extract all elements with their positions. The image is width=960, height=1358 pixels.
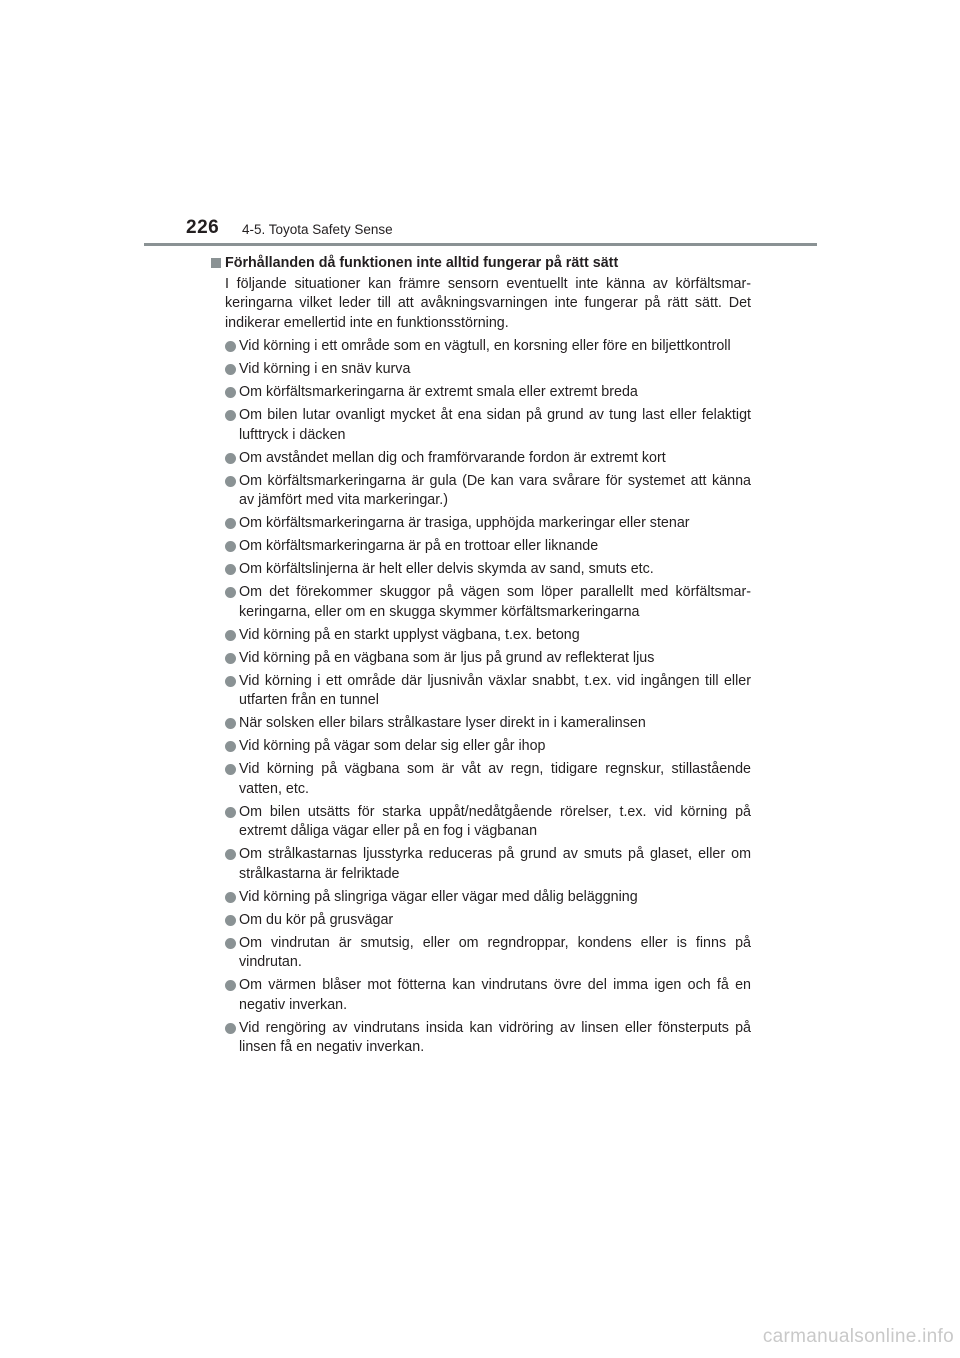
subsection-heading-text: Förhållanden då funktionen inte alltid fungerar på rätt sätt [225,255,619,271]
circle-bullet-icon [225,476,236,487]
circle-bullet-icon [225,1023,236,1034]
list-item-text: Vid körning på en starkt upplyst vägbana, t.ex. betong [239,626,580,643]
circle-bullet-icon [225,741,236,752]
watermark: carmanualsonline.info [762,1326,954,1347]
list-item [211,537,751,557]
page-number: 226 [186,217,220,238]
circle-bullet-icon [225,453,236,464]
list-item-text: Om avståndet mellan dig och framförvarande fordon är extremt kort [239,449,666,466]
list-item [211,976,751,1015]
list-item-text: Om körfältsmarkeringarna är på en trottoar eller liknande [239,538,599,554]
circle-bullet-icon [225,630,236,641]
list-item-text: Vid körning på en vägbana som är ljus på grund av reflekterat ljus [239,649,655,666]
circle-bullet-icon [225,387,236,398]
list-item-text: Vid körning i en snäv kurva [239,361,411,377]
list-item-text: Om körfältslinjerna är helt eller delvis skymda av sand, smuts etc. [239,561,654,577]
circle-bullet-icon [225,718,236,729]
list-item-text: Om strålkastarnas ljusstyrka reduceras på grund av smuts på glaset, eller om strålkastarna är felriktade [239,846,751,882]
list-item-text: Vid körning på slingriga vägar eller vägar med dålig beläggning [239,888,638,905]
circle-bullet-icon [225,938,236,949]
square-bullet-icon [211,258,221,268]
circle-bullet-icon [225,764,236,775]
list-item-text: Om vindrutan är smutsig, eller om regndroppar, kondens eller is finns på vindrutan. [239,934,751,970]
list-item-text: Om värmen blåser mot fötterna kan vindrutans övre del imma igen och få en negativ inverkan. [239,977,751,1013]
list-item [211,360,751,380]
list-item [211,449,751,469]
list-item [211,406,751,445]
circle-bullet-icon [225,518,236,529]
list-item [211,1019,751,1058]
list-item-text: När solsken eller bilars strålkastare lyser direkt in i kameralinsen [239,715,646,731]
list-item [211,803,751,842]
list-item [211,672,751,711]
list-item-text: Om bilen utsätts för starka uppåt/nedåtgående rörelser, t.ex. vid körning på extremt dåliga vägar eller på en fog i vägbanan [239,803,751,839]
list-item-text: Om bilen lutar ovanligt mycket åt ena sidan på grund av tung last eller felaktigt lufttryck i däcken [239,407,751,443]
circle-bullet-icon [225,587,236,598]
list-item-text: Om du kör på grusvägar [239,911,394,928]
circle-bullet-icon [225,564,236,575]
list-item [211,934,751,973]
circle-bullet-icon [225,807,236,818]
list-item [211,626,751,646]
list-item-text: Om det förekommer skuggor på vägen som löper parallellt med körfältsmarkeringarna, eller om en skugga skymmer körfältsmarkeringarna [239,584,751,620]
list-item [211,737,751,757]
list-item [211,714,751,734]
list-item [211,649,751,669]
list-item-text: Om körfältsmarkeringarna är trasiga, upphöjda markeringar eller stenar [239,515,690,531]
conditions-list [211,337,751,1058]
list-item-text: Vid rengöring av vindrutans insida kan vidröring av linsen eller fönsterputs på linsen få en negativ inverkan. [239,1019,751,1055]
list-item [211,911,751,931]
list-item [211,583,751,622]
list-item [211,514,751,534]
circle-bullet-icon [225,341,236,352]
list-item-text: Om körfältsmarkeringarna är extremt smala eller extremt breda [239,384,638,400]
circle-bullet-icon [225,364,236,375]
intro-paragraph: I följande situationer kan främre sensorn eventuellt inte känna av körfältsmarkeringarna vilket leder till att avåkningsvarningen inte fungerar på rätt sätt. Det indikerar emellertid inte en funktionsstörning. [225,275,751,331]
section-title: 4-5. Toyota Safety Sense [242,222,393,237]
list-item-text: Vid körning i ett område som en vägtull, en korsning eller före en biljettkontroll [239,338,731,354]
subsection-heading [211,254,751,274]
circle-bullet-icon [225,980,236,991]
list-item [211,845,751,884]
circle-bullet-icon [225,410,236,421]
header-divider [144,243,817,246]
circle-bullet-icon [225,653,236,664]
list-item [211,337,751,357]
circle-bullet-icon [225,915,236,926]
circle-bullet-icon [225,849,236,860]
list-item-text: Vid körning på vägbana som är våt av regn, tidigare regnskur, stillastående vatten, etc. [239,761,751,797]
circle-bullet-icon [225,541,236,552]
list-item [211,560,751,580]
list-item-text: Vid körning i ett område där ljusnivån växlar snabbt, t.ex. vid ingången till eller utfarten från en tunnel [239,672,751,708]
list-item [211,383,751,403]
circle-bullet-icon [225,676,236,687]
list-item [211,888,751,908]
list-item-text: Om körfältsmarkeringarna är gula (De kan vara svårare för systemet att känna av jämfört med vita markeringar.) [239,472,751,508]
circle-bullet-icon [225,892,236,903]
main-content [211,254,751,1061]
list-item [211,472,751,511]
list-item [211,760,751,799]
list-item-text: Vid körning på vägar som delar sig eller går ihop [239,738,546,754]
